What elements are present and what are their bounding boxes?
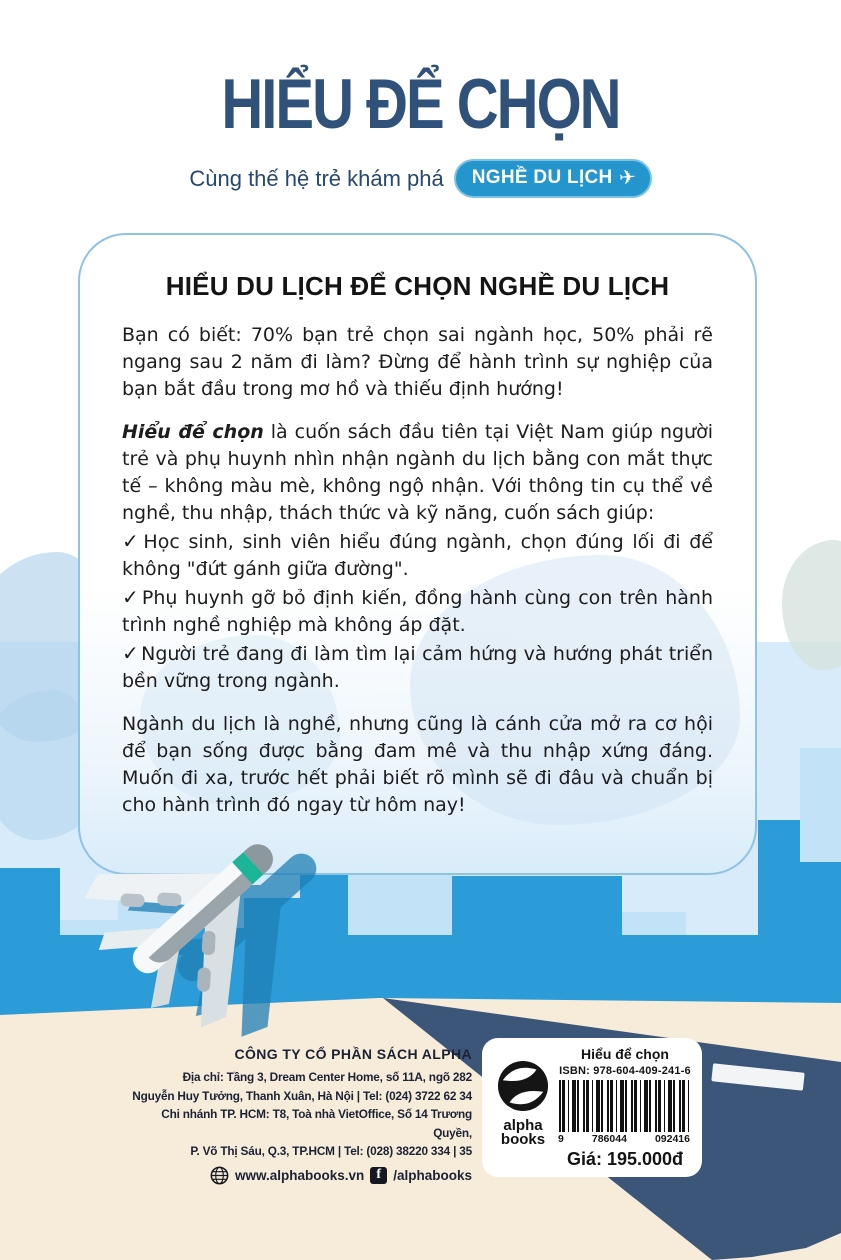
panel-heading: HIỂU DU LỊCH ĐỂ CHỌN NGHỀ DU LỊCH (165, 271, 670, 301)
check-icon: ✓ (122, 640, 140, 665)
book-name-lead: Hiểu để chọn (122, 420, 264, 443)
logo-line2: books (500, 1131, 546, 1148)
alphabooks-logo-icon (497, 1060, 549, 1112)
facebook-icon: f (370, 1167, 387, 1184)
bullet-item (122, 639, 713, 695)
globe-www-icon (210, 1166, 229, 1185)
isbn-details (558, 1046, 692, 1170)
check-icon: ✓ (122, 528, 142, 553)
isbn-book-title: Hiểu để chọn (581, 1046, 669, 1062)
bullet-item (122, 527, 713, 583)
plane-icon: ✈ (617, 166, 637, 190)
branch-label: Chi nhánh TP. HCM: (161, 1107, 270, 1121)
logo-line1: alpha (503, 1117, 543, 1134)
barcode-digits-mid: 786044 (591, 1133, 627, 1145)
isbn-card (482, 1038, 702, 1177)
website-url: www.alphabooks.vn (234, 1167, 365, 1183)
paragraph-closing: Ngành du lịch là nghề, nhưng cũng là cánh cửa mở ra cơ hội để bạn sống được bằng đam mê và thu nhập xứng đáng. Muốn đi xa, trước hết phải biết rõ mình sẽ đi đâu và chuẩn bị cho hành trình đó ngay từ hôm nay! (122, 712, 713, 816)
check-icon: ✓ (122, 584, 140, 609)
title-block (0, 64, 841, 198)
subtitle-row (0, 159, 841, 198)
barcode-digits-right: 092416 (654, 1133, 690, 1145)
bullet-item (122, 583, 713, 639)
paragraph-intro: Bạn có biết: 70% bạn trẻ chọn sai ngành học, 50% phải rẽ ngang sau 2 năm đi làm? Đừng để hành trình sự nghiệp của bạn bắt đầu trong mơ hồ và thiếu định hướng! (122, 324, 713, 400)
alphabooks-logo-text (492, 1119, 554, 1147)
badge-label: NGHỀ DU LỊCH (471, 166, 613, 188)
barcode-digits (558, 1132, 692, 1145)
price: Giá: 195.000đ (566, 1149, 684, 1169)
bullet-text: Phụ huynh gỡ bỏ định kiến, đồng hành cùng con trên hành trình nghề nghiệp mà không áp đặt. (122, 586, 713, 636)
publisher-links (120, 1166, 472, 1185)
publisher-branch-line2: P. Võ Thị Sáu, Q.3, TP.HCM | Tel: (028) 38220 334 | 35 (190, 1144, 472, 1158)
barcode-digit-left: 9 (558, 1133, 564, 1145)
publisher-address-line2: Nguyễn Huy Tưởng, Thanh Xuân, Hà Nội | Tel: (024) 3722 62 34 (132, 1088, 472, 1103)
address-label: Địa chỉ: (182, 1070, 224, 1084)
publisher-company: CÔNG TY CỔ PHẦN SÁCH ALPHA (234, 1046, 472, 1062)
career-badge (454, 159, 652, 198)
alphabooks-logo (492, 1060, 554, 1147)
paragraph-book-rest: là cuốn sách đầu tiên tại Việt Nam giúp người trẻ và phụ huynh nhìn nhận ngành du lịch bằng con mắt thực tế – không màu mè, không ngộ nhận. Với thông tin cụ thể về nghề, thu nhập, thách thức và kỹ năng, cuốn sách giúp: (122, 420, 713, 524)
facebook-handle: /alphabooks (393, 1167, 472, 1183)
paragraph-book (122, 419, 713, 527)
branch-rest: T8, Toà nhà VietOffice, Số 14 Trương Quyền, (269, 1107, 472, 1140)
subtitle-text: Cùng thế hệ trẻ khám phá (189, 165, 444, 191)
publisher-block (120, 1046, 472, 1185)
bullet-text: Người trẻ đang đi làm tìm lại cảm hứng và hướng phát triển bền vững trong ngành. (122, 642, 714, 692)
barcode (559, 1080, 691, 1132)
isbn-number: ISBN: 978-604-409-241-6 (559, 1065, 691, 1077)
address-rest: Tầng 3, Dream Center Home, số 11A, ngõ 282 (223, 1070, 472, 1084)
book-title: HIỂU ĐỂ CHỌN (221, 64, 620, 144)
publisher-address-line1 (120, 1068, 472, 1087)
bullet-text: Học sinh, sinh viên hiểu đúng ngành, chọn đúng lối đi để không "đứt gánh giữa đường". (122, 530, 713, 580)
publisher-branch-line1 (120, 1105, 472, 1142)
airplane-illustration (40, 760, 360, 1060)
